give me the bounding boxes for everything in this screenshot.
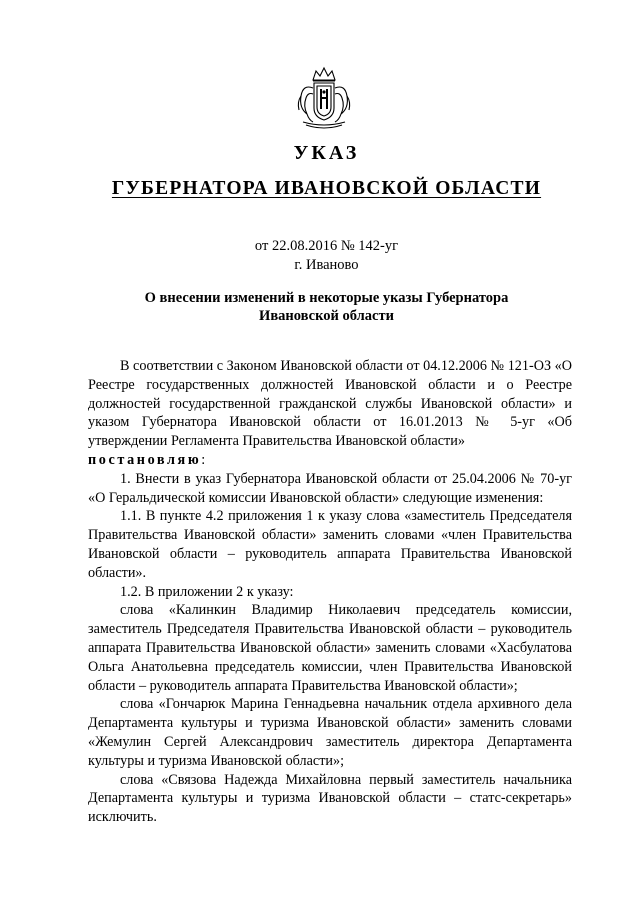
- decree-subject-line-2: Ивановской области: [259, 308, 394, 324]
- exclusion-paragraph: слова «Связова Надежда Михайловна первый заместитель начальника Департамента культуры и туризма Ивановской области – статс-секретарь» исключить.: [88, 771, 572, 826]
- ivanovo-region-coat-of-arms-icon: [289, 62, 359, 132]
- decree-subject: [0, 289, 640, 325]
- decree-word-line: [88, 451, 572, 470]
- decree-date-number: от 22.08.2016 № 142-уг: [254, 238, 399, 254]
- decree-city: г. Иваново: [294, 257, 359, 273]
- decree-colon: :: [201, 451, 206, 468]
- preamble-paragraph: [88, 357, 572, 451]
- decree-subject-line-1: О внесении изменений в некоторые указы Губернатора: [144, 290, 509, 306]
- replacement-paragraph-2: слова «Гончарюк Марина Геннадьевна начальник отдела архивного дела Департамента культуры и туризма Ивановской области» заменить словами «Жемулин Сергей Александрович заместитель директора Департамента культуры и туризма Ивановской области»;: [88, 696, 572, 769]
- replacement-paragraph-1: слова «Калинкин Владимир Николаевич председатель комиссии, заместитель Председателя Правительства Ивановской области – руководитель аппарата Правительства Ивановской области» заменить словами «Хасбулатова Ольга Анатольевна председатель комиссии, член Правительства Ивановской области – руководитель аппарата Правительства Ивановской области»;: [88, 602, 572, 694]
- issuer-heading: ГУБЕРНАТОРА ИВАНОВСКОЙ ОБЛАСТИ: [111, 178, 542, 199]
- item-1-2: 1.2. В приложении 2 к указу:: [120, 583, 294, 600]
- decree-body: [88, 357, 572, 827]
- preamble-text: В соответствии с Законом Ивановской области от 04.12.2006 № 121-ОЗ «О Реестре государственных должностей Ивановской области и о Реестре должностей государственной гражданской службы Ивановской области» и указом Губернатора Ивановской области от 16.01.2013 № 5-уг «Об утверждении Регламента Правительства Ивановской области»: [88, 358, 572, 450]
- item-1-1: 1.1. В пункте 4.2 приложения 1 к указу слова «заместитель Председателя Правительства Ивановской области» заменить словами «член Правительства Ивановской области – руководитель аппарата Правительства Ивановской области».: [88, 508, 572, 581]
- document-type-heading: УКАЗ: [293, 142, 360, 164]
- item-1: 1. Внести в указ Губернатора Ивановской области от 25.04.2006 № 70-уг «О Геральдической комиссии Ивановской области» следующие изменения:: [88, 470, 572, 506]
- decree-word: постановляю: [88, 451, 202, 468]
